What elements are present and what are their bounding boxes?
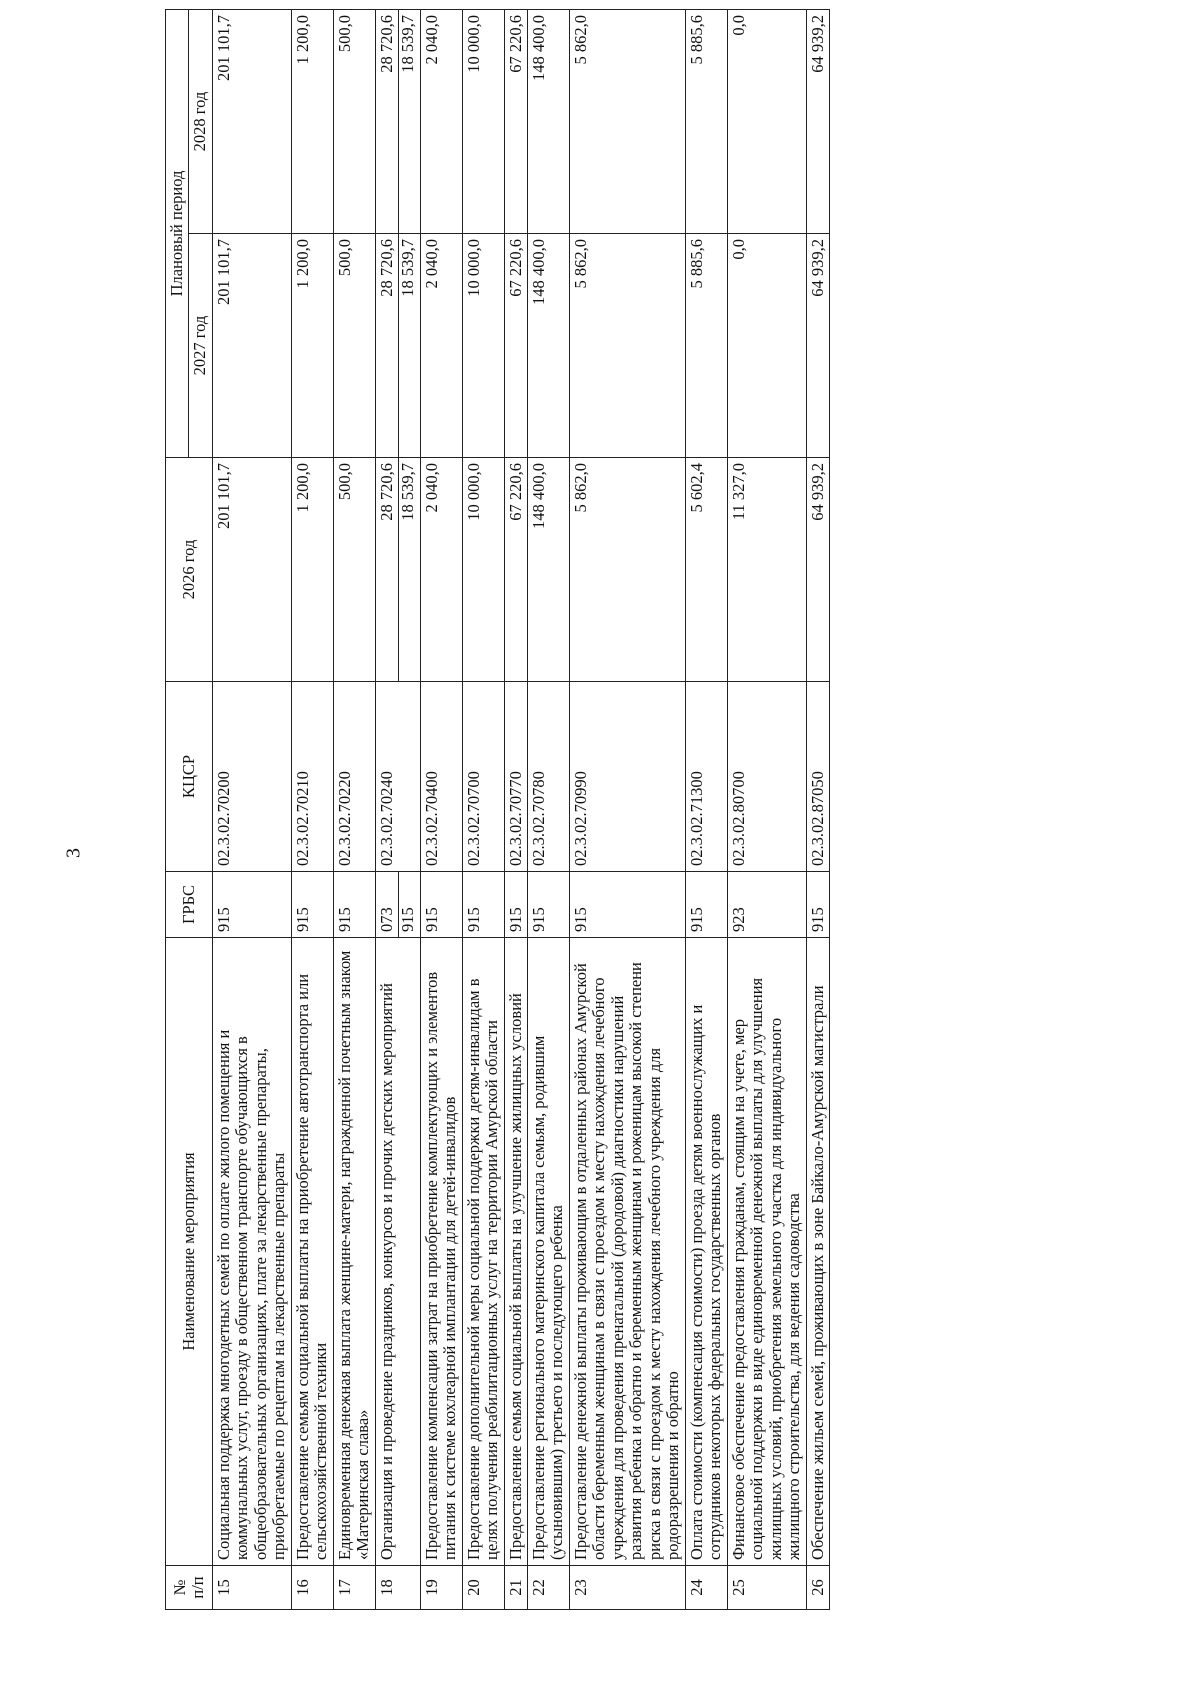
row-num-value: 22 xyxy=(528,1579,548,1596)
row-2027 xyxy=(333,234,375,458)
budget-table xyxy=(165,9,830,1610)
row-grbs-value: 915 xyxy=(528,907,548,932)
row-2028-value: 2 040,0 xyxy=(421,14,441,65)
row-2028 xyxy=(291,9,333,233)
row-2026-value: 11 327,0 xyxy=(728,463,748,521)
row-2028-value: 148 400,0 xyxy=(528,14,548,81)
row-2026-value: 10 000,0 xyxy=(463,463,483,521)
row-name xyxy=(806,938,829,1566)
row-kcsr-value: 02.3.02.70400 xyxy=(421,771,441,866)
header-2026: 2026 год xyxy=(166,458,213,682)
row-kcsr-value: 02.3.02.70770 xyxy=(505,771,525,866)
row-grbs xyxy=(212,872,291,938)
row-kcsr xyxy=(727,682,806,872)
row-2028-value: 67 220,6 xyxy=(505,14,525,73)
table-row xyxy=(375,9,420,1609)
row-2026-value: 148 400,0 xyxy=(528,463,548,529)
row-num xyxy=(504,1566,527,1610)
row-grbs xyxy=(375,872,420,938)
row-num xyxy=(527,1566,569,1610)
row-kcsr-value: 02.3.02.70220 xyxy=(334,771,354,866)
row-name-value: Единовременная денежная выплата женщине-матери, награжденной почетным знаком «Материнская слава» xyxy=(334,950,373,1560)
table-row xyxy=(685,9,727,1609)
row-num xyxy=(806,1566,829,1610)
table-row xyxy=(291,9,333,1609)
row-2027-value: 28 720,6 xyxy=(376,239,396,297)
row-2027-second-value: 18 539,7 xyxy=(398,234,417,457)
row-kcsr xyxy=(806,682,829,872)
row-2026-value: 67 220,6 xyxy=(505,463,525,521)
row-num-value: 21 xyxy=(505,1579,525,1596)
row-2026 xyxy=(504,458,527,682)
row-2028 xyxy=(462,9,504,233)
row-num xyxy=(291,1566,333,1610)
row-2027 xyxy=(504,234,527,458)
row-2026-value: 5 602,4 xyxy=(686,463,706,513)
row-num-value: 16 xyxy=(292,1579,312,1596)
row-kcsr-value: 02.3.02.70210 xyxy=(292,771,312,866)
row-name xyxy=(727,938,806,1566)
row-2026-second-value: 18 539,7 xyxy=(398,458,417,681)
row-2027 xyxy=(527,234,569,458)
rotated-page xyxy=(165,10,1165,1610)
row-2026 xyxy=(333,458,375,682)
row-name-value: Оплата стоимости (компенсация стоимости) проезда детям военнослужащих и сотрудников некоторых федеральных государственных органов xyxy=(686,1004,725,1560)
row-name xyxy=(333,938,375,1566)
row-kcsr xyxy=(291,682,333,872)
row-grbs xyxy=(333,872,375,938)
header-grbs: ГРБС xyxy=(166,872,213,938)
row-num-value: 15 xyxy=(213,1579,233,1596)
row-2026-value: 1 200,0 xyxy=(292,463,312,513)
header-name: Наименование мероприятия xyxy=(166,938,213,1566)
row-name xyxy=(527,938,569,1566)
row-num xyxy=(569,1566,685,1610)
row-name-value: Предоставление семьям социальной выплаты на приобретение автотранспорта или сельскохозяйственной техники xyxy=(292,973,331,1560)
row-num-value: 17 xyxy=(334,1579,354,1596)
row-2027 xyxy=(569,234,685,458)
row-grbs xyxy=(527,872,569,938)
row-2027 xyxy=(291,234,333,458)
row-name-value: Предоставление денежной выплаты проживающим в отдаленных районах Амурской области беременным женщинам в связи с проездом к месту нахождения лечебного учреждения для проведения пренатальной (дородовой) диагностики нарушений развития ребенка и обратно и беременным женщинам и роженицам высокой степени риска в связи с проездом к месту нахождения лечебного учреждения для родоразрешения и обратно xyxy=(570,962,683,1560)
row-2028 xyxy=(685,9,727,233)
row-name xyxy=(685,938,727,1566)
row-2028-value: 0,0 xyxy=(728,14,748,36)
row-2026 xyxy=(212,458,291,682)
row-2027 xyxy=(462,234,504,458)
row-2028-value: 28 720,6 xyxy=(376,14,396,73)
row-kcsr-value: 02.3.02.70780 xyxy=(528,771,548,866)
row-num xyxy=(420,1566,462,1610)
row-2028-value: 1 200,0 xyxy=(292,14,312,65)
row-2026 xyxy=(806,458,829,682)
row-2026-value: 28 720,6 xyxy=(376,463,396,521)
row-name-value: Финансовое обеспечение предоставления гражданам, стоящим на учете, мер социальной поддержки в виде единовременной денежной выплаты для улучшения жилищных условий, приобретения земельного участка для индивидуального жилищного строительства, для ведения садоводства xyxy=(728,977,804,1560)
row-2026 xyxy=(375,458,420,682)
row-name-value: Предоставление семьям социальной выплаты на улучшение жилищных условий xyxy=(505,993,525,1560)
row-num-value: 25 xyxy=(728,1579,748,1596)
row-2027 xyxy=(212,234,291,458)
row-2026-value: 64 939,2 xyxy=(807,463,827,521)
row-2028-value: 500,0 xyxy=(334,14,354,53)
header-row xyxy=(166,9,189,1609)
row-2026 xyxy=(727,458,806,682)
row-2027 xyxy=(727,234,806,458)
row-grbs-value: 915 xyxy=(213,907,233,932)
row-name-value: Обеспечение жильем семей, проживающих в зоне Байкало-Амурской магистрали xyxy=(807,985,827,1560)
row-name-value: Предоставление компенсации затрат на приобретение комплектующих и элементов питания к системе кохлеарной имплантации для детей-инвалидов xyxy=(421,971,460,1560)
table-row xyxy=(333,9,375,1609)
row-name-value: Социальная поддержка многодетных семей по оплате жилого помещения и коммунальных услуг, проезду в общественном транспорте обучающихся в общеобразовательных организациях, плате за лекарственные препараты, приобретаемые по рецептам на лекарственные препараты xyxy=(213,1029,289,1560)
row-grbs xyxy=(569,872,685,938)
row-kcsr-value: 02.3.02.70200 xyxy=(213,771,233,866)
row-grbs-value: 915 xyxy=(686,907,706,932)
row-2028 xyxy=(333,9,375,233)
page-number: 3 xyxy=(62,848,85,858)
row-2026 xyxy=(685,458,727,682)
row-grbs-value: 915 xyxy=(463,907,483,932)
row-2026-value: 500,0 xyxy=(334,463,354,501)
row-num xyxy=(333,1566,375,1610)
row-kcsr-value: 02.3.02.80700 xyxy=(728,771,748,866)
row-grbs-value: 923 xyxy=(728,907,748,932)
row-kcsr xyxy=(462,682,504,872)
row-kcsr xyxy=(375,682,420,872)
row-grbs-value: 915 xyxy=(292,907,312,932)
table-row xyxy=(527,9,569,1609)
row-grbs-value: 915 xyxy=(334,907,354,932)
row-kcsr xyxy=(212,682,291,872)
row-grbs-value: 915 xyxy=(505,907,525,932)
row-kcsr xyxy=(504,682,527,872)
row-2027 xyxy=(806,234,829,458)
row-2027-value: 5 885,6 xyxy=(686,239,706,289)
row-name xyxy=(212,938,291,1566)
row-2028 xyxy=(569,9,685,233)
row-2028 xyxy=(504,9,527,233)
header-num: № п/п xyxy=(166,1566,213,1610)
row-2027-value: 64 939,2 xyxy=(807,239,827,297)
table-row xyxy=(806,9,829,1609)
row-name-value: Организация и проведение праздников, конкурсов и прочих детских мероприятий xyxy=(376,983,396,1560)
row-2028-second-value: 18 539,7 xyxy=(398,10,417,233)
row-2027 xyxy=(420,234,462,458)
table-row xyxy=(420,9,462,1609)
row-kcsr-value: 02.3.02.70990 xyxy=(570,771,590,866)
row-2026 xyxy=(569,458,685,682)
table-row xyxy=(212,9,291,1609)
row-2028-value: 201 101,7 xyxy=(213,14,233,81)
row-2027-value: 148 400,0 xyxy=(528,239,548,305)
row-2026-value: 201 101,7 xyxy=(213,463,233,529)
row-kcsr xyxy=(527,682,569,872)
row-num xyxy=(375,1566,420,1610)
row-grbs xyxy=(685,872,727,938)
row-2028 xyxy=(727,9,806,233)
row-name xyxy=(504,938,527,1566)
row-grbs-value: 915 xyxy=(421,907,441,932)
row-num xyxy=(685,1566,727,1610)
row-grbs xyxy=(462,872,504,938)
row-2026 xyxy=(291,458,333,682)
row-num xyxy=(727,1566,806,1610)
row-name-value: Предоставление регионального материнского капитала семьям, родившим (усыновившим) третьего и последующего ребенка xyxy=(528,1035,567,1560)
row-2027-value: 10 000,0 xyxy=(463,239,483,297)
row-num-value: 19 xyxy=(421,1579,441,1596)
table-row xyxy=(504,9,527,1609)
row-kcsr-value: 02.3.02.70700 xyxy=(463,771,483,866)
row-2026 xyxy=(527,458,569,682)
row-num-value: 20 xyxy=(463,1579,483,1596)
row-2027-value: 2 040,0 xyxy=(421,239,441,289)
row-name xyxy=(569,938,685,1566)
row-2026-value: 2 040,0 xyxy=(421,463,441,513)
row-2028 xyxy=(375,9,420,233)
row-grbs-value: 915 xyxy=(807,907,827,932)
row-2027-value: 5 862,0 xyxy=(570,239,590,289)
row-2027-value: 0,0 xyxy=(728,239,748,260)
row-grbs-value: 915 xyxy=(570,907,590,932)
row-num-value: 23 xyxy=(570,1579,590,1596)
row-num xyxy=(212,1566,291,1610)
table-row xyxy=(727,9,806,1609)
row-grbs xyxy=(291,872,333,938)
row-num xyxy=(462,1566,504,1610)
row-kcsr xyxy=(569,682,685,872)
row-kcsr-value: 02.3.02.71300 xyxy=(686,771,706,866)
row-2026-value: 5 862,0 xyxy=(570,463,590,513)
row-2027-value: 1 200,0 xyxy=(292,239,312,289)
table-row xyxy=(462,9,504,1609)
row-name xyxy=(291,938,333,1566)
row-kcsr-value: 02.3.02.87050 xyxy=(807,771,827,866)
row-2027 xyxy=(685,234,727,458)
header-plan: Плановый период xyxy=(166,9,189,457)
row-2028-value: 64 939,2 xyxy=(807,14,827,73)
row-grbs-value: 073 xyxy=(376,907,396,932)
row-2028-value: 5 862,0 xyxy=(570,14,590,65)
header-2028: 2028 год xyxy=(189,9,212,233)
row-name xyxy=(420,938,462,1566)
row-kcsr-value: 02.3.02.70240 xyxy=(376,771,396,866)
row-2027 xyxy=(375,234,420,458)
row-grbs xyxy=(806,872,829,938)
row-2026 xyxy=(420,458,462,682)
row-num-value: 18 xyxy=(376,1579,396,1596)
row-num-value: 24 xyxy=(686,1579,706,1596)
row-2028-value: 10 000,0 xyxy=(463,14,483,73)
row-grbs-second-value: 915 xyxy=(398,872,417,937)
table-row xyxy=(569,9,685,1609)
row-2028-value: 5 885,6 xyxy=(686,14,706,65)
row-2028 xyxy=(212,9,291,233)
row-2028 xyxy=(527,9,569,233)
header-2027: 2027 год xyxy=(189,234,212,458)
row-kcsr xyxy=(420,682,462,872)
row-2028 xyxy=(420,9,462,233)
row-2026 xyxy=(462,458,504,682)
table-body xyxy=(212,9,829,1609)
row-name xyxy=(462,938,504,1566)
header-kcsr: КЦСР xyxy=(166,682,213,872)
row-2028 xyxy=(806,9,829,233)
row-2027-value: 500,0 xyxy=(334,239,354,277)
row-name-value: Предоставление дополнительной меры социальной поддержки детям-инвалидам в целях получения реабилитационных услуг на территории Амурской области xyxy=(463,978,502,1560)
row-2027-value: 67 220,6 xyxy=(505,239,525,297)
row-2027-value: 201 101,7 xyxy=(213,239,233,305)
row-grbs xyxy=(420,872,462,938)
row-grbs xyxy=(727,872,806,938)
row-grbs xyxy=(504,872,527,938)
row-kcsr xyxy=(685,682,727,872)
row-num-value: 26 xyxy=(807,1579,827,1596)
row-kcsr xyxy=(333,682,375,872)
row-name xyxy=(375,938,420,1566)
